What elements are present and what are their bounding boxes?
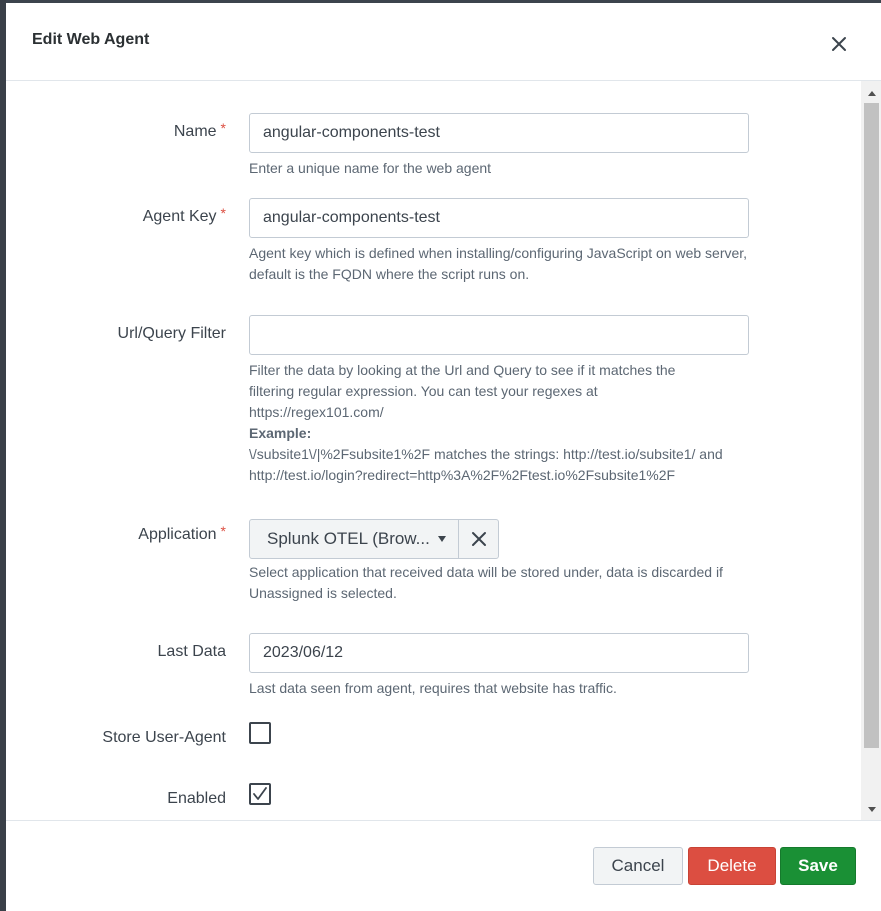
clear-icon [471, 531, 487, 547]
last-data-input[interactable] [249, 633, 749, 673]
application-selected-value: Splunk OTEL (Brow... [267, 529, 430, 548]
caret-down-icon [438, 536, 446, 542]
checkmark-icon [251, 785, 269, 803]
enabled-label: Enabled [167, 790, 226, 807]
application-help: Select application that received data will be stored under, data is discarded if Unassigned is selected. [249, 564, 723, 601]
edit-web-agent-dialog [6, 3, 881, 911]
enabled-checkbox[interactable] [249, 783, 271, 805]
url-filter-input[interactable] [249, 315, 749, 355]
required-marker: * [220, 205, 226, 221]
example-text: \/subsite1\/|%2Fsubsite1%2F matches the strings: http://test.io/subsite1/ and http://test.io/login?redirect=http%3A%2F%2Ftest.io%2Fsubsite1%2F [249, 446, 723, 483]
store-user-agent-checkbox[interactable] [249, 722, 271, 744]
url-filter-help [249, 360, 723, 486]
agent-key-input[interactable] [249, 198, 749, 238]
agent-key-help: Agent key which is defined when installing/configuring JavaScript on web server, default is the FQDN where the script runs on. [249, 245, 748, 282]
application-select [249, 519, 499, 559]
required-marker: * [220, 120, 226, 136]
save-button[interactable]: Save [780, 847, 856, 885]
scroll-down-arrow-icon[interactable] [868, 807, 876, 812]
scrollbar-thumb[interactable] [864, 103, 879, 748]
close-button[interactable] [828, 33, 850, 55]
last-data-label: Last Data [157, 643, 226, 660]
last-data-help: Last data seen from agent, requires that website has traffic. [249, 680, 617, 696]
url-filter-label: Url/Query Filter [117, 325, 226, 342]
delete-button[interactable]: Delete [688, 847, 776, 885]
clear-application-button[interactable] [459, 520, 498, 558]
close-icon [828, 33, 850, 55]
application-dropdown[interactable] [250, 520, 459, 558]
modal-header [6, 3, 881, 81]
application-label: Application * [138, 523, 226, 543]
cancel-button[interactable]: Cancel [593, 847, 683, 885]
modal-body [6, 81, 881, 820]
name-label: Name * [173, 120, 226, 140]
store-user-agent-label: Store User-Agent [102, 729, 226, 746]
modal-title: Edit Web Agent [32, 31, 150, 48]
scroll-up-arrow-icon[interactable] [868, 91, 876, 96]
required-marker: * [220, 523, 226, 539]
name-input[interactable] [249, 113, 749, 153]
modal-footer [6, 820, 881, 911]
agent-key-label: Agent Key * [142, 205, 226, 225]
name-help: Enter a unique name for the web agent [249, 160, 492, 176]
scrollbar[interactable] [861, 81, 881, 820]
example-label: Example: [249, 425, 312, 441]
url-filter-help-text: Filter the data by looking at the Url and Query to see if it matches the filtering regular expression. You can test your regexes at https://regex101.com/ [249, 362, 676, 420]
